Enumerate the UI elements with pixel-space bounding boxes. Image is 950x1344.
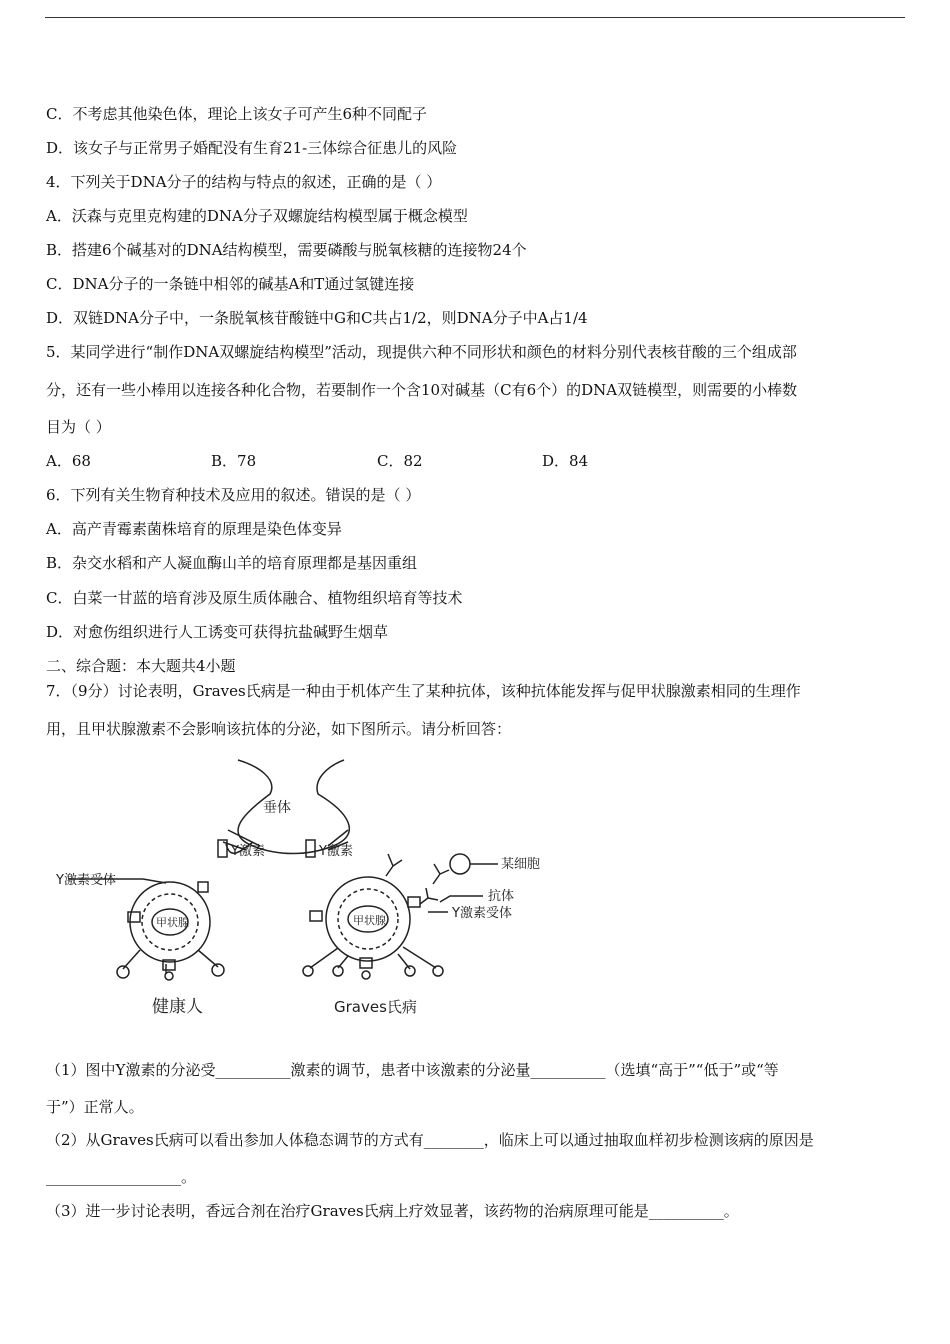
q5-stem-line2: 分，还有一些小棒用以连接各种化合物，若要制作一个含10对碱基（C有6个）的DNA双链模型，则需要的小棒数 [46,381,798,399]
q6-option-b: B．杂交水稻和产人凝血酶山羊的培育原理都是基因重组 [46,554,418,572]
thyroid-label-healthy: 甲状腺 [156,916,189,929]
antibody-label: 抗体 [488,889,515,904]
q5-option-a: A．68 [46,452,91,470]
healthy-thyroid-cell [68,879,224,980]
q3-option-c: C．不考虑其他染色体，理论上该女子可产生6种不同配子 [46,105,428,123]
q4-option-c: C．DNA分子的一条链中相邻的碱基A和T通过氢键连接 [46,275,415,293]
pituitary-label: 垂体 [263,800,291,816]
y-hormone-label-left: Y激素 [231,844,265,859]
y-hormone-label-right: Y激素 [319,844,353,859]
q6-option-d: D．对愈伤组织进行人工诱变可获得抗盐碱野生烟草 [46,623,389,641]
q7-part3: （3）进一步讨论表明，香远合剂在治疗Graves氏病上疗效显著，该药物的治病原理可能是__________。 [46,1202,739,1220]
q5-option-b: B．78 [211,452,257,470]
thyroid-label-graves: 甲状腺 [353,914,386,927]
q4-option-d: D．双链DNA分子中，一条脱氧核苷酸链中G和C共占1/2，则DNA分子中A占1/4 [46,309,588,327]
graves-disease-label: Graves氏病 [334,998,417,1016]
q3-option-d: D．该女子与正常男子婚配没有生育21-三体综合征患儿的风险 [46,139,458,157]
y-receptor-label-healthy: Y激素受体 [56,873,116,888]
some-cell-label: 某细胞 [501,857,541,872]
q7-part1-line1: （1）图中Y激素的分泌受__________激素的调节，患者中该激素的分泌量__________（选填“高于”“低于”或“等 [46,1061,779,1079]
q7-stem-line1: 7．（9分）讨论表明，Graves氏病是一种由于机体产生了某种抗体，该种抗体能发挥与促甲状腺激素相同的生理作 [46,682,801,700]
graves-diagram [48,754,548,1029]
q5-option-c: C．82 [377,452,423,470]
q6-option-a: A．高产青霉素菌株培育的原理是染色体变异 [46,520,342,538]
q7-part1-line2: 于”）正常人。 [46,1098,144,1116]
some-cell-icon [450,854,470,874]
q5-option-d: D．84 [542,452,589,470]
q5-stem-line1: 5．某同学进行“制作DNA双螺旋结构模型”活动，现提供六种不同形状和颜色的材料分别代表核苷酸的三个组成部 [46,343,797,361]
section-heading: 二、综合题：本大题共4小题 [46,657,236,675]
header-rule [45,17,905,18]
q5-stem-line3: 目为（ ） [46,418,111,436]
q6-stem: 6．下列有关生物育种技术及应用的叙述。错误的是（ ） [46,486,421,504]
y-receptor-label-graves: Y激素受体 [452,906,512,921]
pituitary-outline [238,760,349,854]
q7-part2-line2: __________________。 [46,1168,197,1186]
healthy-person-label: 健康人 [152,997,203,1017]
q6-option-c: C．白菜一甘蓝的培育涉及原生质体融合、植物组织培育等技术 [46,589,463,607]
q4-stem: 4．下列关于DNA分子的结构与特点的叙述，正确的是（ ） [46,173,442,191]
q7-stem-line2: 用，且甲状腺激素不会影响该抗体的分泌，如下图所示。请分析回答： [46,720,512,738]
y-hormone-vesicle-right [306,840,315,857]
q7-part2-line1: （2）从Graves氏病可以看出参加人体稳态调节的方式有________，临床上可以通过抽取血样初步检测该病的原因是 [46,1131,814,1149]
q4-option-a: A．沃森与克里克构建的DNA分子双螺旋结构模型属于概念模型 [46,207,468,225]
q4-option-b: B．搭建6个碱基对的DNA结构模型，需要磷酸与脱氧核糖的连接物24个 [46,241,527,259]
